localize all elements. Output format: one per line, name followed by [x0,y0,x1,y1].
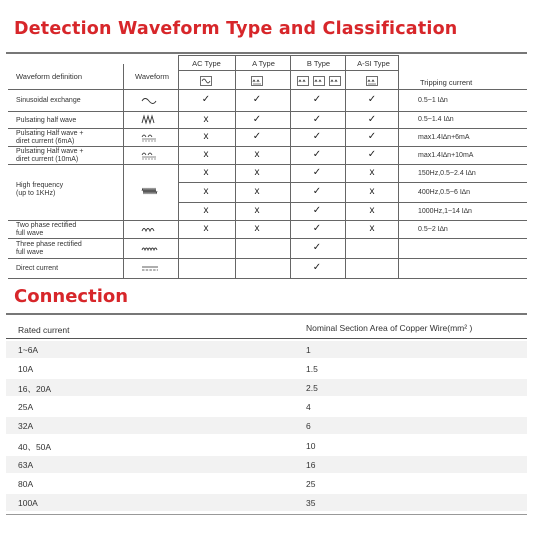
type-header-line [178,70,398,71]
rated-current-value: 25A [18,402,34,412]
check-mark: ✓ [312,223,322,234]
waveform-definition: Two phase rectified [16,222,77,229]
check-mark: ✓ [312,205,322,216]
cross-mark: x [254,167,260,178]
check-mark: ✓ [312,167,322,178]
row-line [8,128,527,129]
row-line [8,89,527,90]
cross-mark: x [203,149,209,160]
connection-bottom-rule [6,514,527,515]
cross-mark: x [203,205,209,216]
ac-type-icon [200,76,212,86]
cross-mark: x [369,186,375,197]
waveform-definition: (up to 1KHz) [16,190,56,197]
waveform-definition: Pulsating Half wave + [16,148,84,155]
row-line [8,258,527,259]
cross-mark: x [203,113,209,125]
b-type-header: B Type [306,59,331,68]
column-line [398,55,399,278]
rated-current-value: 16、20A [18,384,52,394]
waveform-definition: diret current (10mA) [16,156,79,163]
connection-row [6,398,527,415]
asi-type-icon [366,76,378,86]
connection-title: Connection [14,286,129,307]
wire-area-value: 10 [306,441,316,451]
check-mark: ✓ [201,94,211,105]
connection-row [6,417,527,434]
row-line [8,220,527,221]
asi-type-header: A-SI Type [357,59,390,68]
row-line [8,278,527,279]
wire-area-value: 25 [306,479,316,489]
b-type-icon [329,76,341,86]
cross-mark: x [254,149,260,160]
check-mark: ✓ [367,131,377,142]
cross-mark: x [254,186,260,197]
cross-mark: x [369,223,375,234]
tripping-current-value: max1.4I∆n+10mA [418,151,474,159]
connection-row [6,494,527,511]
waveform-definition: High frequency [16,182,64,189]
tripping-current-value: 150Hz,0.5~2.4 I∆n [418,169,476,177]
waveform-definition-header: Waveform definition [16,72,82,81]
wire-area-value: 4 [306,402,311,412]
waveform-definition: Pulsating Half wave + [16,130,84,137]
rated-current-value: 1~6A [18,345,39,355]
a-type-header: A Type [252,59,275,68]
check-mark: ✓ [312,131,322,142]
wire-area-value: 1.5 [306,364,318,374]
row-line [8,111,527,112]
check-mark: ✓ [252,94,262,105]
check-mark: ✓ [312,242,322,253]
column-line [123,64,124,278]
direct-current-icon [141,263,159,274]
connection-row [6,341,527,358]
pulsating-half-wave-icon [141,114,159,125]
check-mark: ✓ [367,113,377,125]
cross-mark: x [254,223,260,234]
row-line [8,164,527,165]
check-mark: ✓ [312,262,322,273]
waveform-definition: Direct current [16,265,59,272]
detection-title: Detection Waveform Type and Classification [14,19,458,39]
waveform-definition: Sinusoidal exchange [16,97,81,104]
check-mark: ✓ [367,149,377,160]
wire-area-header: Nominal Section Area of Copper Wire(mm² ) [306,323,473,333]
check-mark: ✓ [312,113,322,125]
tripping-current-value: max1.4I∆n+6mA [418,133,470,141]
tripping-current-value: 400Hz,0.5~6 I∆n [418,188,470,196]
wire-area-value: 2.5 [306,383,318,393]
pulsating-dc-6ma-icon [141,132,159,143]
cross-mark: x [203,131,209,142]
rated-current-value: 80A [18,479,34,489]
check-mark: ✓ [312,186,322,197]
rated-current-value: 63A [18,460,34,470]
check-mark: ✓ [252,131,262,142]
high-frequency-icon [141,186,159,197]
waveform-definition: Three phase rectified [16,241,82,248]
connection-header-rule [6,338,527,339]
wire-area-value: 1 [306,345,311,355]
connection-row [6,475,527,492]
tripping-current-header: Tripping current [420,78,473,87]
detection-top-rule [6,52,527,54]
row-line [8,238,527,239]
rated-current-value: 100A [18,498,38,508]
waveform-definition: full wave [16,249,44,256]
pulsating-dc-10ma-icon [141,150,159,161]
wire-area-value: 16 [306,460,316,470]
row-line [178,202,527,203]
connection-row [6,360,527,377]
tripping-current-value: 0.5~2 I∆n [418,225,448,233]
row-line [8,146,527,147]
b-type-icon [297,76,309,86]
tripping-current-value: 1000Hz,1~14 I∆n [418,207,472,215]
wire-area-value: 35 [306,498,316,508]
connection-row [6,456,527,473]
column-line [178,55,179,278]
check-mark: ✓ [252,113,262,125]
cross-mark: x [369,205,375,216]
waveform-definition: Pulsating half wave [16,116,77,124]
column-line [345,55,346,278]
cross-mark: x [203,223,209,234]
column-line [235,55,236,278]
cross-mark: x [254,205,260,216]
check-mark: ✓ [367,94,377,105]
three-phase-rectified-icon [141,243,159,254]
ac-type-header: AC Type [192,59,221,68]
connection-top-rule [6,313,527,315]
cross-mark: x [203,167,209,178]
sine-wave-icon [141,95,159,106]
connection-row [6,379,527,396]
header-top-line [178,55,398,56]
rated-current-value: 40、50A [18,442,52,452]
waveform-header: Waveform [135,72,169,81]
column-line [290,55,291,278]
wire-area-value: 6 [306,421,311,431]
tripping-current-value: 0.5~1 I∆n [418,96,448,104]
check-mark: ✓ [312,94,322,105]
row-line [178,182,527,183]
tripping-current-value: 0.5~1.4 I∆n [418,116,454,123]
cross-mark: x [369,167,375,178]
cross-mark: x [203,186,209,197]
waveform-definition: full wave [16,230,44,237]
rated-current-value: 32A [18,421,34,431]
check-mark: ✓ [312,149,322,160]
b-type-icon [313,76,325,86]
waveform-definition: diret current (6mA) [16,138,75,145]
rated-current-header: Rated current [18,325,70,335]
rated-current-value: 10A [18,364,34,374]
connection-row [6,437,527,454]
a-type-icon [251,76,263,86]
two-phase-rectified-icon [141,224,159,235]
